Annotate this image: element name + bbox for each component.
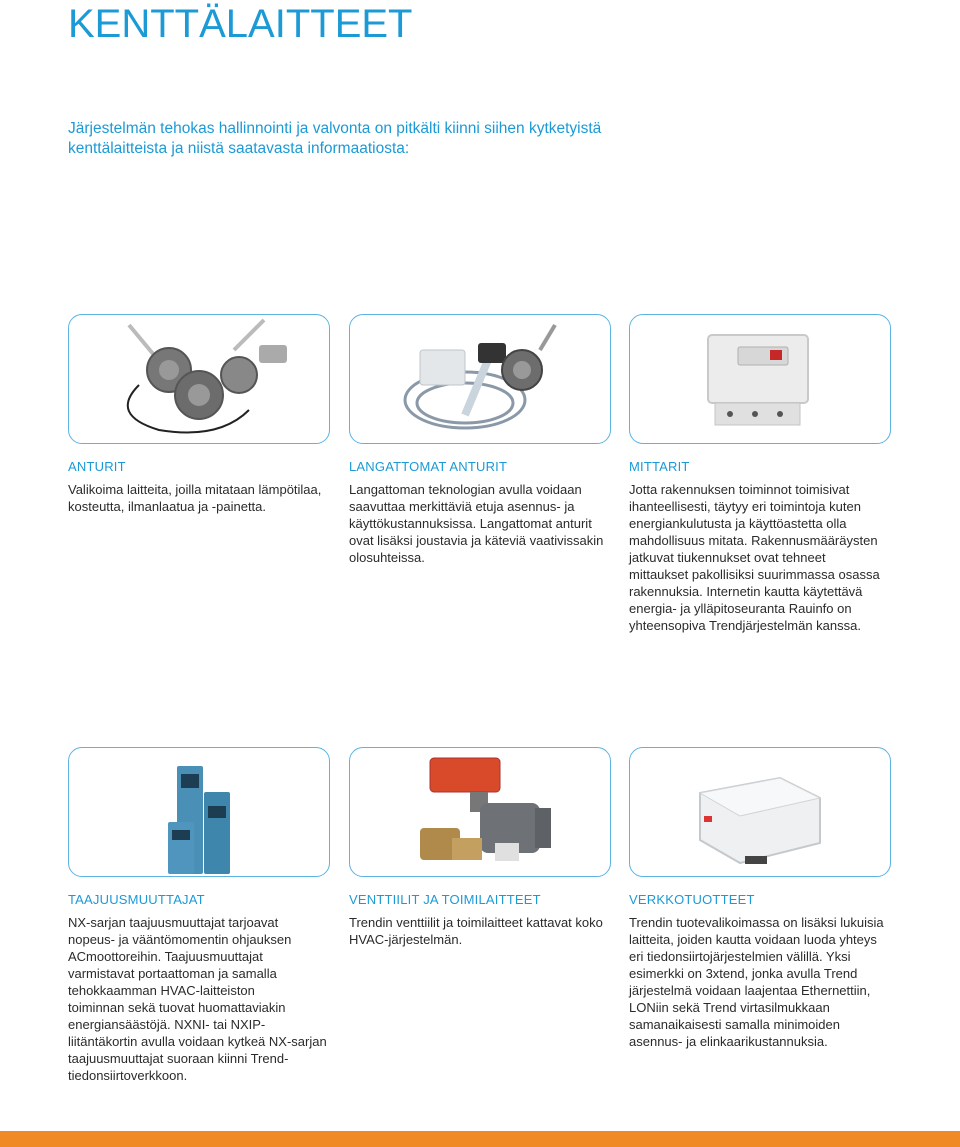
network-device-image — [629, 747, 891, 877]
body-line: jatkuvat tiukennukset ovat tehneet — [629, 550, 826, 565]
body-line: ihanteellisesti, täytyy eri toimintoja kuten — [629, 499, 861, 514]
wireless-sensor-image — [349, 314, 611, 444]
body-line: Trendin tuotevalikoimassa on lisäksi lukuisia — [629, 915, 884, 930]
body-line: varmistavat portaattoman ja samalla — [68, 966, 277, 981]
body-line: tehokkaamman HVAC-laitteiston — [68, 983, 255, 998]
body-line: laitteita, joiden kautta voidaan luoda yhteys — [629, 932, 877, 947]
section-mittarit — [629, 459, 891, 634]
section-body — [349, 914, 611, 948]
body-line: taajuusmuuttajat suoraan kiinni Trend- — [68, 1051, 289, 1066]
section-heading: LANGATTOMAT ANTURIT — [349, 459, 508, 474]
body-line: eri tiedonsiirtojärjestelmien välillä. Yksi — [629, 949, 851, 964]
intro-line: kenttälaitteista ja niistä saatavasta informaatiosta: — [68, 140, 410, 157]
meter-device-image — [629, 314, 891, 444]
body-line: ovat lisäksi joustavia ja käteviä vaativissakin — [349, 533, 604, 548]
body-line: käyttökustannuksissa. Langattomat anturit — [349, 516, 592, 531]
body-line: kosteutta, ilmanlaatua ja -painetta. — [68, 499, 267, 514]
section-langattomat-anturit — [349, 459, 611, 566]
body-line: järjestelmä voidaan laajentaa Ethernettiin, — [629, 983, 871, 998]
section-body — [349, 481, 611, 566]
page-title: KENTTÄLAITTEET — [68, 2, 413, 46]
valves-actuators-image — [349, 747, 611, 877]
section-body — [68, 914, 330, 1084]
section-venttiilit-ja-toimilaitteet — [349, 892, 611, 948]
body-line: mahdollisuus mitata. Rakennusmääräysten — [629, 533, 878, 548]
body-line: energiankulutusta ja käyttöastetta olla — [629, 516, 847, 531]
body-line: tiedonsiirtoverkkoon. — [68, 1068, 188, 1083]
intro-text — [68, 119, 668, 159]
body-line: toiminnan sekä tuovat huomattaviakin — [68, 1000, 286, 1015]
intro-line: Järjestelmän tehokas hallinnointi ja valvonta on pitkälti kiinni siihen kytketyistä — [68, 120, 602, 137]
sensor-devices-image — [68, 314, 330, 444]
body-line: Valikoima laitteita, joilla mitataan lämpötilaa, — [68, 482, 322, 497]
body-line: Langattoman teknologian avulla voidaan — [349, 482, 582, 497]
body-line: olosuhteissa. — [349, 550, 425, 565]
body-line: esimerkki on 3xtend, jonka avulla Trend — [629, 966, 858, 981]
body-line: LONiin sekä Trend virtasilmukkaan — [629, 1000, 830, 1015]
section-body — [68, 481, 330, 515]
frequency-converter-image — [68, 747, 330, 877]
body-line: liitäntäkortin avulla voidaan kytkeä NX-sarjan — [68, 1034, 327, 1049]
section-heading: VERKKOTUOTTEET — [629, 892, 755, 907]
body-line: NX-sarjan taajuusmuuttajat tarjoavat — [68, 915, 279, 930]
section-verkkotuotteet — [629, 892, 891, 1050]
body-line: samanaikaisesti samalla minimoiden — [629, 1017, 840, 1032]
section-body — [629, 481, 891, 634]
section-heading: ANTURIT — [68, 459, 126, 474]
section-heading: MITTARIT — [629, 459, 690, 474]
section-heading: VENTTIILIT JA TOIMILAITTEET — [349, 892, 541, 907]
section-anturit — [68, 459, 330, 515]
body-line: ACmoottoreihin. Taajuusmuuttajat — [68, 949, 263, 964]
body-line: Trendin venttiilit ja toimilaitteet kattavat koko — [349, 915, 603, 930]
body-line: nopeus- ja vääntömomentin ohjauksen — [68, 932, 292, 947]
body-line: HVAC-järjestelmän. — [349, 932, 463, 947]
body-line: yhteensopiva Trendjärjestelmän kanssa. — [629, 618, 861, 633]
body-line: energiansäästöjä. NXNI- tai NXIP- — [68, 1017, 266, 1032]
body-line: mittaukset pakollisiksi suurimmassa osassa — [629, 567, 880, 582]
section-taajuusmuuttajat — [68, 892, 330, 1084]
section-heading: TAAJUUSMUUTTAJAT — [68, 892, 205, 907]
body-line: energia- ja ylläpitoseuranta Rauinfo on — [629, 601, 852, 616]
body-line: Jotta rakennuksen toiminnot toimisivat — [629, 482, 850, 497]
section-body — [629, 914, 891, 1050]
footer-bar — [0, 1131, 960, 1147]
body-line: rakennuksia. Internetin kautta käytettävä — [629, 584, 863, 599]
body-line: asennus- ja elinkaarikustannuksia. — [629, 1034, 828, 1049]
body-line: saavuttaa merkittäviä etuja asennus- ja — [349, 499, 575, 514]
